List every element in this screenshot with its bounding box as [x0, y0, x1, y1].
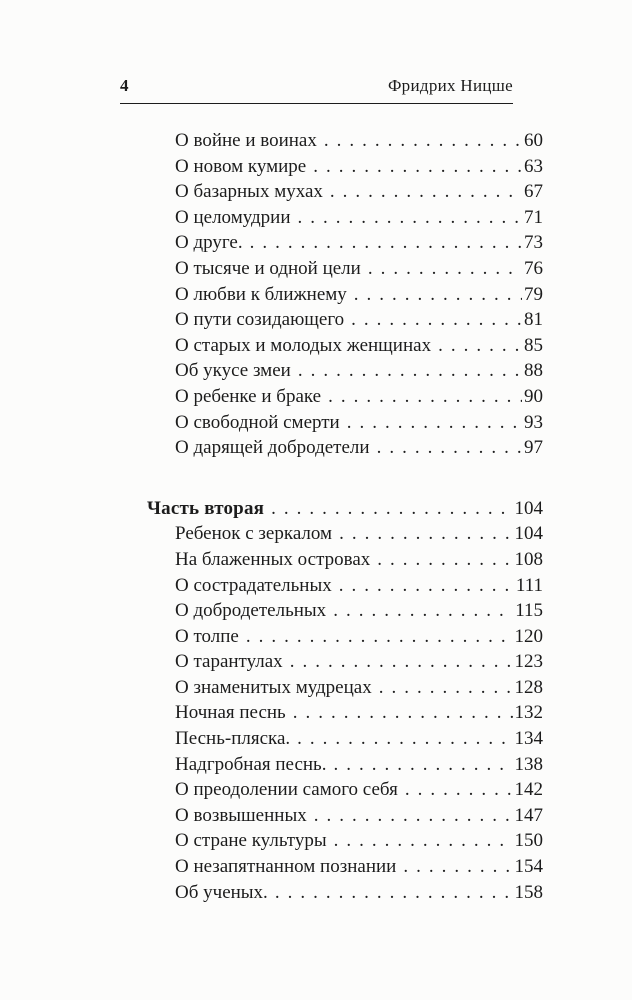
toc-entry — [120, 435, 543, 461]
dot-leader — [377, 547, 512, 573]
toc-entry-title: Часть вторая — [147, 497, 265, 519]
dot-leader — [351, 307, 522, 333]
dot-leader — [293, 700, 513, 726]
toc-entry-title: О дарящей добродетели — [175, 437, 370, 459]
dot-leader — [298, 205, 522, 231]
toc-entry — [120, 726, 543, 752]
toc-entry-title: О преодолении самого себя — [175, 779, 398, 801]
folio-page-number: 4 — [120, 76, 129, 95]
toc-entry — [120, 230, 543, 256]
toc-part-heading — [120, 496, 543, 522]
dot-leader — [330, 179, 522, 205]
toc-entry-title: О друге. — [175, 232, 243, 254]
toc-entry-page: 60 — [524, 130, 543, 151]
dot-leader — [354, 282, 522, 308]
page-header — [120, 76, 513, 104]
toc-entry-page: 63 — [524, 155, 543, 177]
toc-entry-page: 108 — [514, 548, 543, 570]
toc-entry-title: О знаменитых мудрецах — [175, 676, 372, 698]
dot-leader — [297, 726, 512, 752]
toc-entry-title: На блаженных островах — [175, 548, 371, 570]
toc-entry — [120, 154, 543, 180]
toc-entry-page: 73 — [524, 232, 543, 254]
toc-entry-page: 85 — [524, 334, 543, 356]
dot-leader — [334, 828, 513, 854]
dot-leader — [246, 624, 513, 650]
toc-entry-title: О толпе — [175, 625, 239, 647]
toc-entry-title: О возвышенных — [175, 804, 307, 826]
dot-leader — [250, 230, 522, 256]
dot-leader — [324, 128, 522, 154]
toc-entry — [120, 598, 543, 624]
running-title: Фридрих Ницше — [387, 76, 513, 95]
dot-leader — [368, 256, 522, 282]
dot-leader — [314, 803, 513, 829]
toc-entry-title: О любви к ближнему — [175, 283, 347, 305]
dot-leader — [438, 333, 522, 359]
toc-entry — [120, 547, 543, 573]
toc-entry-page: 128 — [514, 676, 543, 698]
toc-section — [120, 496, 543, 906]
toc-entry-title: О добродетельных — [175, 600, 327, 622]
dot-leader — [328, 384, 522, 410]
toc-entry-page: 147 — [514, 804, 543, 826]
toc-entry-page: 81 — [524, 309, 543, 331]
toc-entry-title: О базарных мухах — [175, 181, 323, 203]
toc-entry-page: 67 — [524, 181, 543, 203]
toc-entry — [120, 752, 543, 778]
dot-leader — [333, 752, 512, 778]
toc-entry-page: 138 — [514, 753, 543, 775]
toc-entry — [120, 333, 543, 359]
dot-leader — [290, 649, 513, 675]
toc-entry-title: О стране культуры — [175, 830, 327, 852]
toc-entry-page: 142 — [514, 779, 543, 801]
toc-entry — [120, 649, 543, 675]
dot-leader — [339, 573, 514, 599]
toc-entry-title: Надгробная песнь. — [175, 753, 327, 775]
toc-entry-page: 154 — [514, 856, 543, 878]
toc-entry-page: 97 — [524, 437, 543, 459]
toc-entry-title: О войне и воинах — [175, 130, 317, 151]
toc-entry — [120, 384, 543, 410]
dot-leader — [405, 777, 513, 803]
dot-leader — [339, 521, 512, 547]
toc-list — [120, 128, 543, 905]
toc-entry — [120, 256, 543, 282]
toc-entry-title: О тысяче и одной цели — [175, 257, 361, 279]
toc-entry — [120, 573, 543, 599]
toc-entry-title: О старых и молодых женщинах — [175, 334, 432, 356]
dot-leader — [377, 435, 522, 461]
toc-entry — [120, 828, 543, 854]
toc-entry-page: 88 — [524, 360, 543, 382]
toc-entry-title: О новом кумире — [175, 155, 307, 177]
toc-entry-page: 90 — [524, 385, 543, 407]
toc-entry-page: 134 — [514, 728, 543, 750]
toc-entry — [120, 307, 543, 333]
toc-entry-page: 104 — [514, 497, 543, 519]
dot-leader — [298, 358, 522, 384]
toc-entry — [120, 700, 543, 726]
dot-leader — [275, 880, 513, 906]
toc-entry-title: Об укусе змеи — [175, 360, 291, 382]
toc-entry — [120, 128, 543, 154]
dot-leader — [333, 598, 513, 624]
toc-entry-page: 115 — [515, 600, 543, 622]
toc-entry — [120, 803, 543, 829]
dot-leader — [379, 675, 513, 701]
toc-entry-page: 120 — [514, 625, 543, 647]
dot-leader — [313, 154, 522, 180]
toc-entry-title: Песнь-пляска. — [175, 728, 291, 750]
toc-entry — [120, 777, 543, 803]
dot-leader — [403, 854, 512, 880]
toc-entry-title: О целомудрии — [175, 206, 291, 228]
toc-entry — [120, 358, 543, 384]
toc-entry-title: Ребенок с зеркалом — [175, 523, 333, 545]
toc-entry-page: 104 — [514, 523, 543, 545]
toc-entry-page: 79 — [524, 283, 543, 305]
toc-entry — [120, 624, 543, 650]
toc-entry — [120, 675, 543, 701]
dot-leader — [271, 496, 512, 522]
toc-entry — [120, 410, 543, 436]
toc-entry-page: 150 — [514, 830, 543, 852]
toc-entry-title: Ночная песнь — [175, 702, 286, 724]
toc-entry — [120, 179, 543, 205]
toc-entry-page: 111 — [515, 574, 543, 596]
toc-entry-page: 132 — [514, 702, 543, 724]
toc-entry — [120, 205, 543, 231]
toc-entry — [120, 282, 543, 308]
toc-entry-title: О тарантулах — [175, 651, 283, 673]
toc-entry-title: О свободной смерти — [175, 411, 340, 433]
toc-entry-page: 158 — [514, 881, 543, 903]
toc-entry-page: 71 — [524, 206, 543, 228]
toc-entry-title: О незапятнанном познании — [175, 856, 397, 878]
toc-entry-title: О сострадательных — [175, 574, 332, 596]
toc-entry — [120, 521, 543, 547]
toc-entry — [120, 854, 543, 880]
toc-entry-page: 123 — [514, 651, 543, 673]
toc-section — [120, 128, 543, 461]
dot-leader — [347, 410, 522, 436]
toc-entry-title: Об ученых. — [175, 881, 268, 903]
toc-entry — [120, 880, 543, 906]
toc-entry-title: О ребенке и браке — [175, 385, 322, 407]
toc-entry-page: 93 — [524, 411, 543, 433]
toc-entry-page: 76 — [524, 257, 543, 279]
toc-entry-title: О пути созидающего — [175, 309, 345, 331]
